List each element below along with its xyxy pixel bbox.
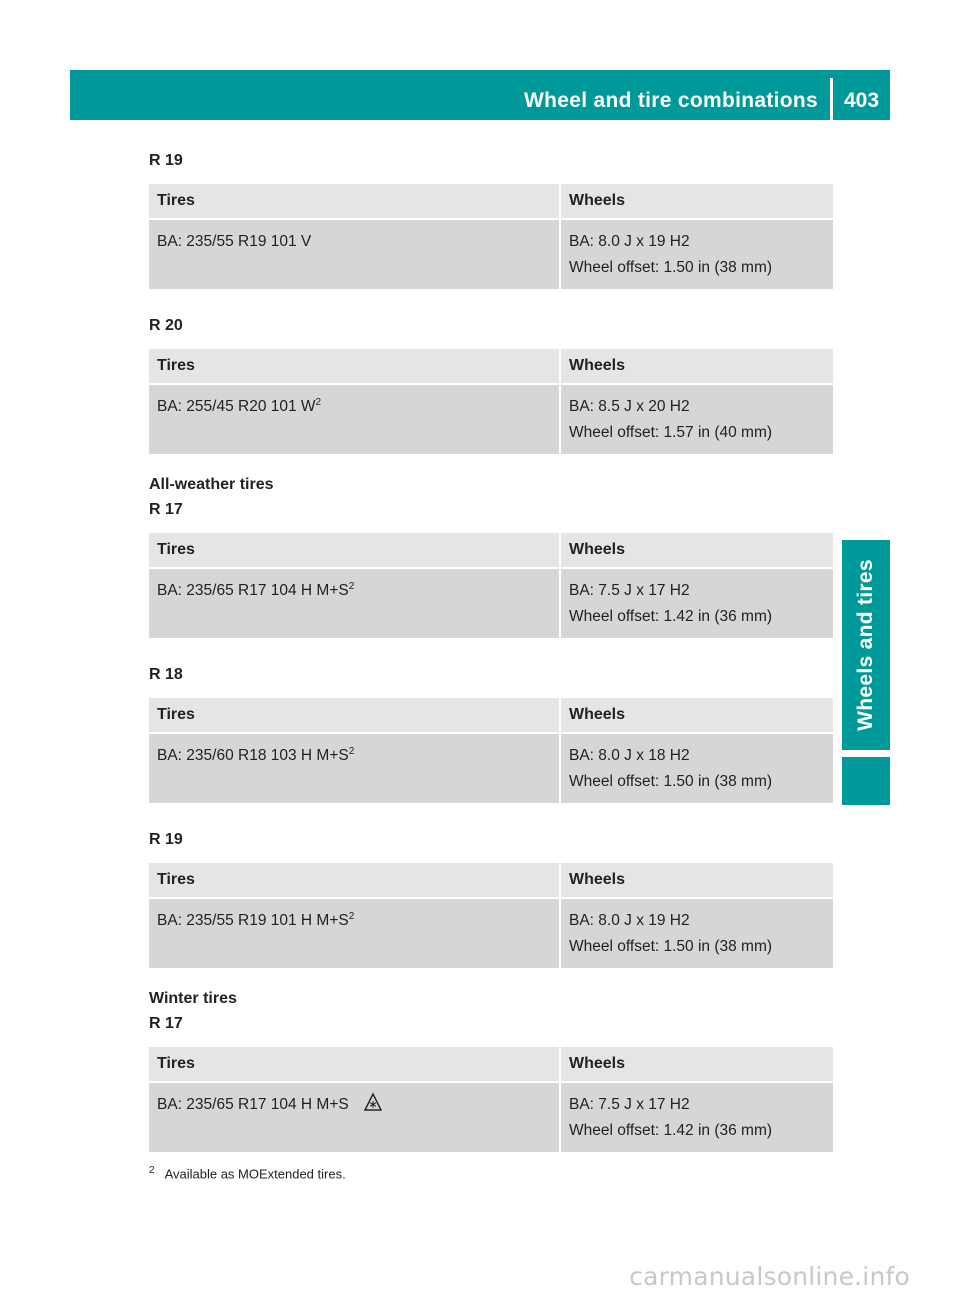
table-header-row: [149, 349, 833, 384]
tires-header: Tires: [149, 698, 560, 733]
page-title: Wheel and tire combinations: [524, 89, 818, 112]
tires-header: Tires: [149, 184, 560, 219]
table-header-row: [149, 698, 833, 733]
section-title: R 20: [149, 317, 183, 334]
section-aw-r17: [149, 497, 833, 638]
group-title-all-weather: All-weather tires: [149, 476, 274, 493]
footnote-mark: 2: [149, 1165, 155, 1176]
table-row: [149, 219, 833, 289]
wheel-offset: Wheel offset: 1.50 in (38 mm): [569, 773, 773, 790]
section-r19: [149, 148, 833, 289]
wheel-cell: [560, 1082, 833, 1152]
tire-spec: BA: 235/60 R18 103 H M+S: [157, 747, 349, 764]
watermark: carmanualsonline.info: [629, 1262, 910, 1291]
section-aw-r19: [149, 827, 833, 968]
section-aw-r18: [149, 662, 833, 803]
table-header-row: [149, 863, 833, 898]
footnote-ref: 2: [348, 580, 355, 592]
table-row: [149, 568, 833, 638]
wheel-offset: Wheel offset: 1.50 in (38 mm): [569, 259, 773, 276]
tires-header: Tires: [149, 533, 560, 568]
snowflake-mountain-icon: [363, 1092, 383, 1112]
table-row: [149, 733, 833, 803]
tires-header: Tires: [149, 1047, 560, 1082]
wheels-header: Wheels: [560, 1047, 833, 1082]
wheel-spec: BA: 8.0 J x 18 H2: [569, 747, 690, 764]
tire-spec: BA: 235/65 R17 104 H M+S: [157, 1096, 349, 1113]
section-title: R 19: [149, 831, 183, 848]
section-r20: [149, 313, 833, 454]
spec-table: [149, 533, 833, 638]
wheels-header: Wheels: [560, 863, 833, 898]
tire-spec: BA: 235/55 R19 101 H M+S: [157, 912, 349, 929]
spec-table: [149, 698, 833, 803]
footnote-text: Available as MOExtended tires.: [164, 1166, 346, 1182]
wheel-offset: Wheel offset: 1.42 in (36 mm): [569, 1122, 773, 1139]
section-title: R 19: [149, 152, 183, 169]
spec-table: [149, 863, 833, 968]
tire-cell: [149, 733, 560, 803]
wheel-spec: BA: 7.5 J x 17 H2: [569, 582, 690, 599]
wheel-cell: [560, 219, 833, 289]
table-row: [149, 384, 833, 454]
spec-table: [149, 349, 833, 454]
footnote-ref: 2: [348, 910, 355, 922]
side-marker: [842, 757, 890, 805]
table-header-row: [149, 184, 833, 219]
wheel-cell: [560, 568, 833, 638]
wheel-spec: BA: 8.0 J x 19 H2: [569, 912, 690, 929]
wheels-header: Wheels: [560, 349, 833, 384]
footnote: [149, 1165, 346, 1181]
wheel-cell: [560, 384, 833, 454]
page-number: 403: [843, 89, 880, 112]
wheel-spec: BA: 7.5 J x 17 H2: [569, 1096, 690, 1113]
section-title: R 17: [149, 1015, 183, 1032]
wheel-cell: [560, 733, 833, 803]
group-title-winter: Winter tires: [149, 990, 237, 1007]
tire-spec: BA: 255/45 R20 101 W: [157, 398, 316, 415]
wheel-spec: BA: 8.0 J x 19 H2: [569, 233, 690, 250]
wheel-offset: Wheel offset: 1.50 in (38 mm): [569, 938, 773, 955]
tires-header: Tires: [149, 349, 560, 384]
table-row: [149, 898, 833, 968]
footnote-ref: 2: [348, 745, 355, 757]
tire-spec: BA: 235/55 R19 101 V: [157, 233, 312, 250]
section-title: R 17: [149, 501, 183, 518]
footnote-ref: 2: [315, 396, 322, 408]
tire-cell: [149, 219, 560, 289]
wheels-header: Wheels: [560, 184, 833, 219]
wheels-header: Wheels: [560, 698, 833, 733]
table-row: [149, 1082, 833, 1152]
tire-cell: [149, 1082, 560, 1152]
header-bar: [70, 70, 890, 120]
side-tab-label: Wheels and tires: [854, 559, 877, 731]
tires-header: Tires: [149, 863, 560, 898]
section-winter-r17: [149, 1011, 833, 1152]
wheel-spec: BA: 8.5 J x 20 H2: [569, 398, 690, 415]
wheel-cell: [560, 898, 833, 968]
tire-cell: [149, 898, 560, 968]
content: [149, 148, 833, 1176]
spec-table: [149, 1047, 833, 1152]
tire-cell: [149, 568, 560, 638]
wheel-offset: Wheel offset: 1.57 in (40 mm): [569, 424, 773, 441]
tire-spec: BA: 235/65 R17 104 H M+S: [157, 582, 349, 599]
spec-table: [149, 184, 833, 289]
wheels-header: Wheels: [560, 533, 833, 568]
tire-cell: [149, 384, 560, 454]
table-header-row: [149, 533, 833, 568]
wheel-offset: Wheel offset: 1.42 in (36 mm): [569, 608, 773, 625]
section-title: R 18: [149, 666, 183, 683]
table-header-row: [149, 1047, 833, 1082]
